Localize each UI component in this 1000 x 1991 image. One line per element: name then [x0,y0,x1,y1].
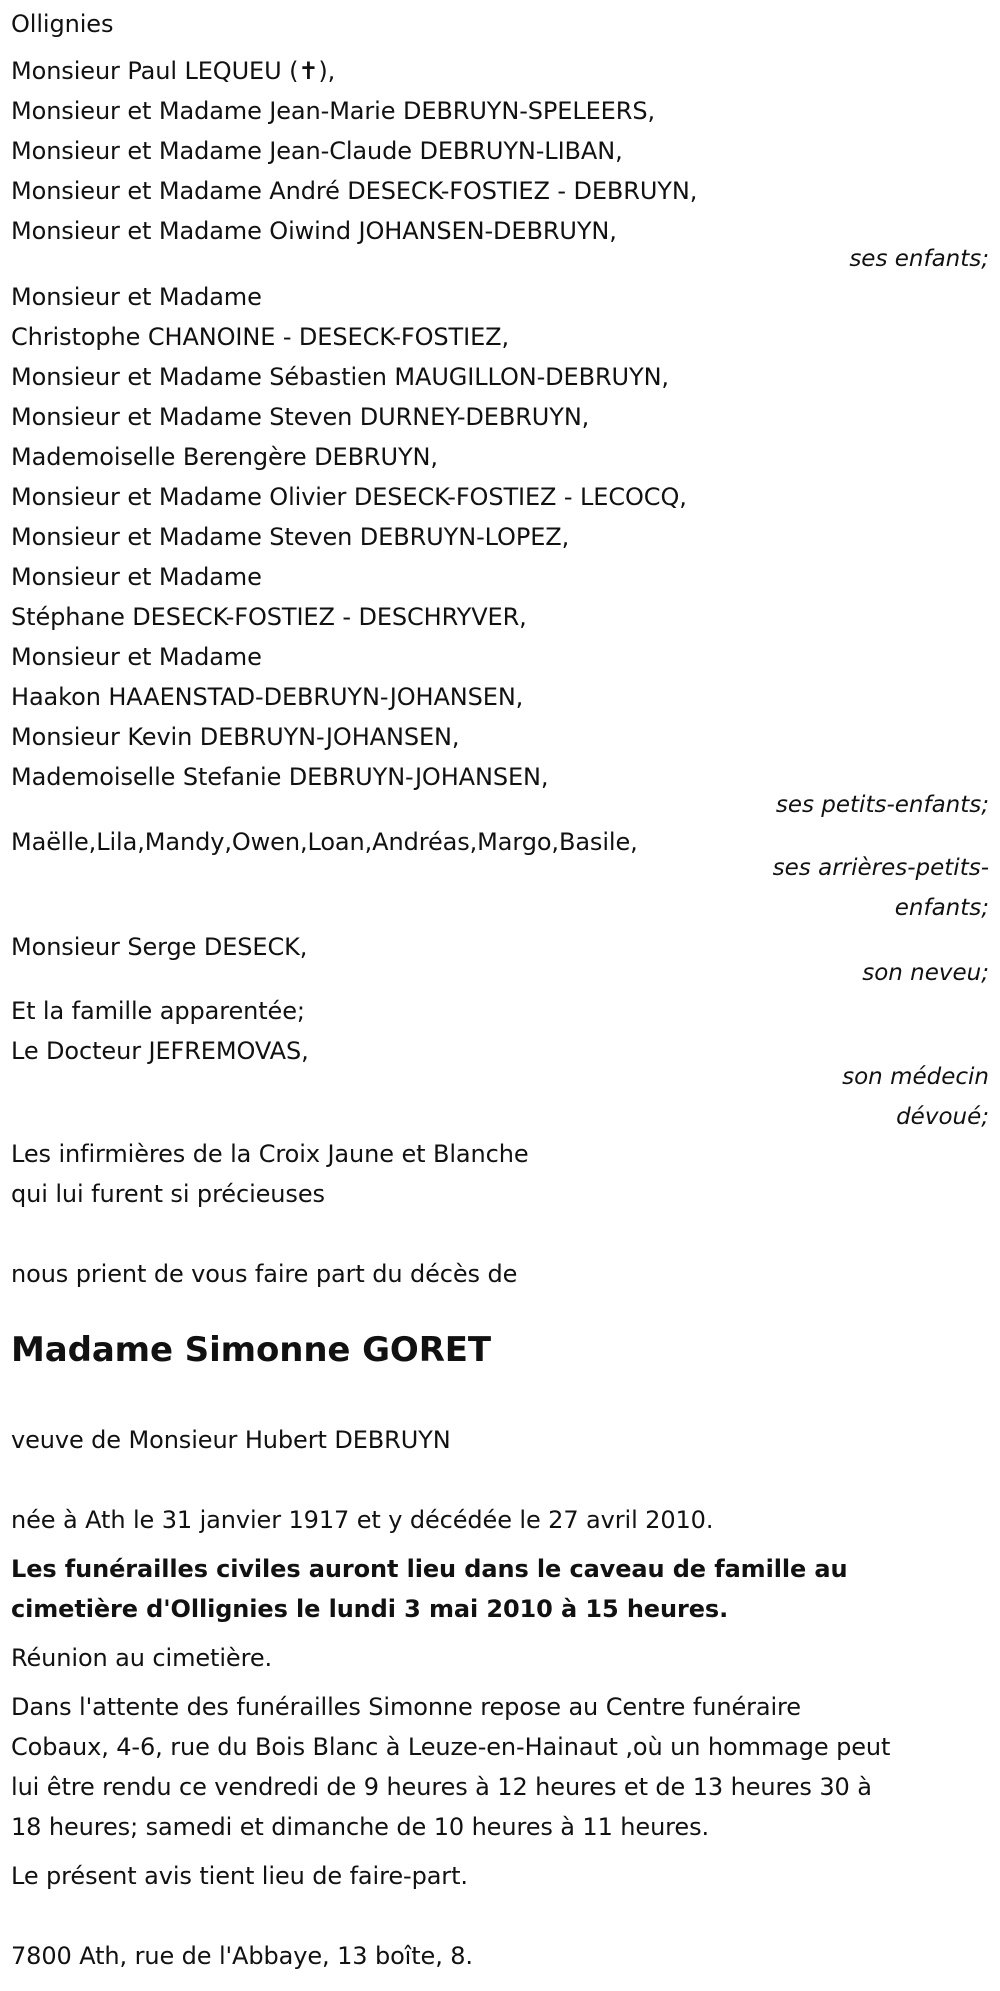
grandchild-line: Monsieur et Madame [11,283,262,311]
funeral-line: Les funérailles civiles auront lieu dans le caveau de famille au [11,1555,848,1583]
funeral-line: cimetière d'Ollignies le lundi 3 mai 2010 à 15 heures. [11,1595,729,1623]
grandchild-line: Monsieur Kevin DEBRUYN-JOHANSEN, [11,723,460,751]
grandchild-line: Monsieur et Madame Steven DURNEY-DEBRUYN, [11,403,590,431]
nurses-line: qui lui furent si précieuses [11,1180,325,1208]
resting-line: 18 heures; samedi et dimanche de 10 heures à 11 heures. [11,1813,710,1841]
announcement: nous prient de vous faire part du décès de [11,1260,518,1288]
grandchild-line: Monsieur et Madame [11,563,262,591]
children-role: ses enfants; [849,246,989,272]
child-line: Monsieur et Madame Jean-Claude DEBRUYN-LIBAN, [11,137,623,165]
nurses-line: Les infirmières de la Croix Jaune et Blanche [11,1140,529,1168]
location: Ollignies [11,10,114,38]
grandchild-line: Monsieur et Madame Olivier DESECK-FOSTIEZ - LECOCQ, [11,483,687,511]
resting-line: Dans l'attente des funérailles Simonne repose au Centre funéraire [11,1693,801,1721]
deceased-name: Madame Simonne GORET [11,1330,492,1370]
widow-of: veuve de Monsieur Hubert DEBRUYN [11,1426,451,1454]
grandchild-line: Christophe CHANOINE - DESECK-FOSTIEZ, [11,323,510,351]
resting-line: lui être rendu ce vendredi de 9 heures à 12 heures et de 13 heures 30 à [11,1773,872,1801]
grandchild-line: Mademoiselle Stefanie DEBRUYN-JOHANSEN, [11,763,549,791]
birth-death: née à Ath le 31 janvier 1917 et y décédée le 27 avril 2010. [11,1506,714,1534]
doctor-role: son médecin [842,1064,989,1090]
grandchild-line: Stéphane DESECK-FOSTIEZ - DESCHRYVER, [11,603,527,631]
child-line: Monsieur et Madame André DESECK-FOSTIEZ - DEBRUYN, [11,177,698,205]
grandchild-line: Monsieur et Madame Steven DEBRUYN-LOPEZ, [11,523,570,551]
nephew: Monsieur Serge DESECK, [11,933,308,961]
great-grandchildren-role: enfants; [894,895,989,921]
grandchild-line: Haakon HAAENSTAD-DEBRUYN-JOHANSEN, [11,683,524,711]
notice: Le présent avis tient lieu de faire-part. [11,1862,468,1890]
doctor: Le Docteur JEFREMOVAS, [11,1037,309,1065]
nephew-role: son neveu; [862,960,989,986]
family: Et la famille apparentée; [11,997,305,1025]
great-grandchildren-role: ses arrières-petits- [772,855,989,881]
resting-line: Cobaux, 4-6, rue du Bois Blanc à Leuze-en-Hainaut ,où un hommage peut [11,1733,891,1761]
great-grandchildren: Maëlle,Lila,Mandy,Owen,Loan,Andréas,Margo,Basile, [11,828,638,856]
grandchildren-role: ses petits-enfants; [775,792,989,818]
doctor-role: dévoué; [896,1104,989,1130]
child-line: Monsieur Paul LEQUEU (✝), [11,57,336,85]
grandchild-line: Monsieur et Madame Sébastien MAUGILLON-DEBRUYN, [11,363,669,391]
grandchild-line: Mademoiselle Berengère DEBRUYN, [11,443,438,471]
address: 7800 Ath, rue de l'Abbaye, 13 boîte, 8. [11,1942,473,1970]
meeting: Réunion au cimetière. [11,1644,273,1672]
grandchild-line: Monsieur et Madame [11,643,262,671]
child-line: Monsieur et Madame Oiwind JOHANSEN-DEBRUYN, [11,217,617,245]
child-line: Monsieur et Madame Jean-Marie DEBRUYN-SPELEERS, [11,97,655,125]
